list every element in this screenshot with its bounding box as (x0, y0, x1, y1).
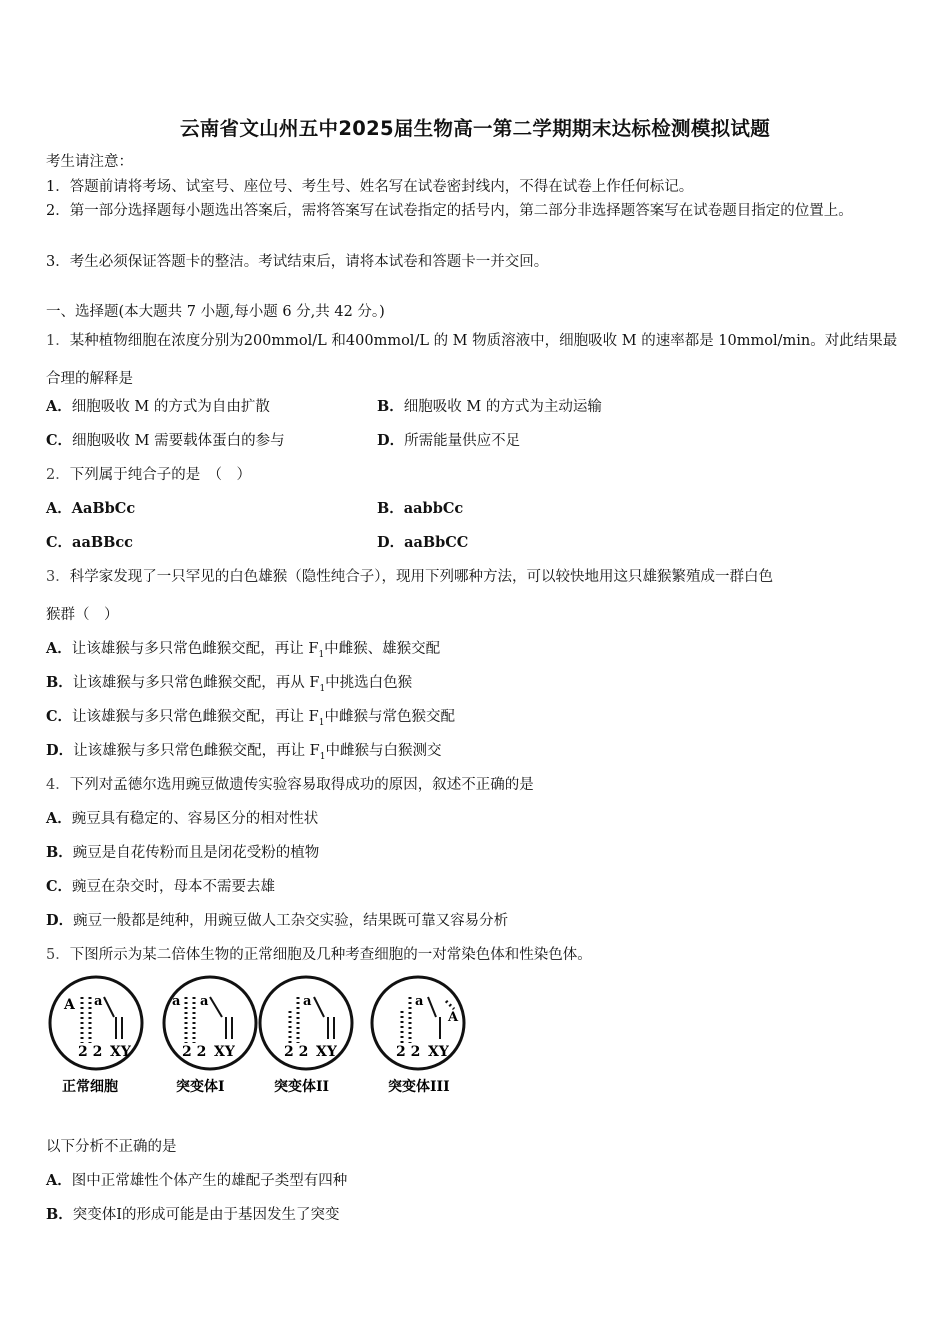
option-text: 中雌猴、雄猴交配 (324, 641, 441, 657)
question-number: 4． (46, 777, 70, 793)
gene-label: a (172, 994, 181, 1009)
section-heading: 一、选择题(本大题共 7 小题,每小题 6 分,共 42 分。) (46, 304, 385, 320)
question-text: 下图所示为某二倍体生物的正常细胞及几种考查细胞的一对常染色体和性染色体。 (69, 947, 592, 963)
q1-option-a (46, 397, 270, 417)
gene-label: a (200, 994, 209, 1009)
sex-chromosome-label: XY (428, 1044, 449, 1060)
question-number: 1． (46, 333, 70, 349)
question-5-stem (46, 945, 592, 965)
gene-label: a (94, 994, 103, 1009)
sex-chromosome-label: XY (214, 1044, 235, 1060)
gene-label: a (415, 994, 424, 1009)
figure-caption: 突变体III (388, 1079, 450, 1095)
cell-mutant-1 (164, 977, 256, 1069)
notice-item-3: 3．考生必须保证答题卡的整洁。考试结束后，请将本试卷和答题卡一并交回。 (46, 254, 549, 270)
cell-mutant-3 (372, 977, 464, 1069)
option-text: aaBBcc (72, 534, 134, 551)
option-label: A． (46, 810, 72, 827)
question-number: 3． (46, 569, 70, 585)
chromosome-label: 2 2 (396, 1044, 421, 1060)
option-label: D． (46, 912, 74, 929)
option-label: A． (46, 500, 72, 517)
figure-caption: 突变体II (274, 1079, 330, 1095)
option-text: 突变体Ⅰ的形成可能是由于基因发生了突变 (72, 1207, 340, 1223)
q2-option-d (377, 533, 468, 553)
option-label: C． (46, 878, 73, 895)
option-text: 豌豆是自花传粉而且是闭花受粉的植物 (72, 845, 320, 861)
option-text: 细胞吸收 M 的方式为自由扩散 (71, 399, 270, 415)
q1-option-b (377, 397, 602, 417)
q3-option-c (46, 707, 455, 733)
page-title: 云南省文山州五中2025届生物高一第二学期期末达标检测模拟试题 (179, 117, 771, 140)
chromosome-figure (44, 973, 474, 1101)
option-label: D． (46, 742, 74, 759)
option-text: 细胞吸收 M 的方式为主动运输 (403, 399, 602, 415)
q1-option-d (377, 431, 520, 451)
q4-option-b (46, 843, 319, 863)
option-label: D． (377, 534, 405, 551)
option-text: aaBbCC (404, 534, 469, 551)
option-label: D． (377, 432, 405, 449)
notice-heading: 考生请注意： (46, 154, 133, 170)
option-label: B． (46, 674, 73, 691)
q2-option-a (46, 499, 135, 519)
q3-option-b (46, 673, 412, 699)
subscript: 1 (319, 751, 326, 762)
question-number: 5． (46, 947, 70, 963)
subscript: 1 (318, 649, 325, 660)
option-text: 豌豆一般都是纯种，用豌豆做人工杂交实验，结果既可靠又容易分析 (73, 913, 509, 929)
q3-option-d (46, 741, 441, 767)
question-3-stem-cont: 猴群（ ） (46, 607, 119, 623)
option-text: 中雌猴与常色猴交配 (324, 709, 455, 725)
option-text: 让该雄猴与多只常色雌猴交配，再从 F (72, 675, 320, 691)
option-label: A． (46, 398, 72, 415)
question-number: 2． (46, 467, 70, 483)
chromosome-label: 2 2 (182, 1044, 207, 1060)
notice-item-2: 2．第一部分选择题每小题选出答案后，需将答案写在试卷指定的括号内，第二部分非选择题答案写在试卷题目指定的位置上。 (46, 203, 853, 219)
question-text: 下列属于纯合子的是 （ ） (69, 467, 251, 483)
question-3-stem (46, 567, 773, 587)
chromosome-label: 2 2 (284, 1044, 309, 1060)
option-label: A． (46, 1172, 72, 1189)
question-text: 科学家发现了一只罕见的白色雄猴（隐性纯合子），现用下列哪种方法，可以较快地用这只雄猴繁殖成一群白色 (69, 569, 773, 585)
option-text: 图中正常雄性个体产生的雄配子类型有四种 (71, 1173, 348, 1189)
option-text: 中雌猴与白猴测交 (325, 743, 442, 759)
question-4-stem (46, 775, 534, 795)
option-label: B． (46, 1206, 73, 1223)
option-text: aabbCc (403, 500, 464, 517)
q3-option-a (46, 639, 440, 665)
option-label: C． (46, 708, 73, 725)
q5-option-b (46, 1205, 340, 1225)
sex-chromosome-label: XY (110, 1044, 131, 1060)
option-text: 让该雄猴与多只常色雌猴交配，再让 F (72, 709, 319, 725)
option-text: 细胞吸收 M 需要载体蛋白的参与 (72, 433, 285, 449)
chromosome-label: 2 2 (78, 1044, 103, 1060)
notice-item-1: 1．答题前请将考场、试室号、座位号、考生号、姓名写在试卷密封线内，不得在试卷上作任何标记。 (46, 179, 694, 195)
option-label: C． (46, 432, 73, 449)
option-text: 豌豆具有稳定的、容易区分的相对性状 (71, 811, 319, 827)
figure-caption: 正常细胞 (62, 1079, 118, 1095)
cell-normal (50, 977, 142, 1069)
subscript: 1 (319, 683, 326, 694)
question-1-stem (46, 322, 906, 398)
option-label: B． (377, 500, 404, 517)
question-5-after: 以下分析不正确的是 (46, 1139, 177, 1155)
option-text: 中挑选白色猴 (325, 675, 413, 691)
question-text: 某种植物细胞在浓度分别为200mmol/L 和400mmol/L 的 M 物质溶液中，细胞吸收 M 的速率都是 10mmol/min。对此结果最合理的解释是 (46, 333, 898, 387)
option-label: B． (46, 844, 73, 861)
q4-option-c (46, 877, 275, 897)
option-text: 让该雄猴与多只常色雌猴交配，再让 F (73, 743, 320, 759)
q2-option-b (377, 499, 463, 519)
gene-label: A (448, 1010, 459, 1025)
cell-mutant-2 (260, 977, 352, 1069)
q4-option-d (46, 911, 508, 931)
option-text: AaBbCc (71, 500, 136, 517)
q1-option-c (46, 431, 285, 451)
gene-label: a (303, 994, 312, 1009)
q4-option-a (46, 809, 318, 829)
option-text: 所需能量供应不足 (404, 433, 521, 449)
question-text: 下列对孟德尔选用豌豆做遗传实验容易取得成功的原因，叙述不正确的是 (69, 777, 534, 793)
option-text: 豌豆在杂交时，母本不需要去雄 (72, 879, 276, 895)
figure-caption: 突变体I (176, 1079, 225, 1095)
q2-option-c (46, 533, 133, 553)
gene-label: A (64, 997, 75, 1013)
sex-chromosome-label: XY (316, 1044, 337, 1060)
subscript: 1 (318, 717, 325, 728)
question-2-stem (46, 465, 251, 485)
q5-option-a (46, 1171, 347, 1191)
option-label: C． (46, 534, 73, 551)
option-label: B． (377, 398, 404, 415)
option-label: A． (46, 640, 72, 657)
option-text: 让该雄猴与多只常色雌猴交配，再让 F (71, 641, 319, 657)
